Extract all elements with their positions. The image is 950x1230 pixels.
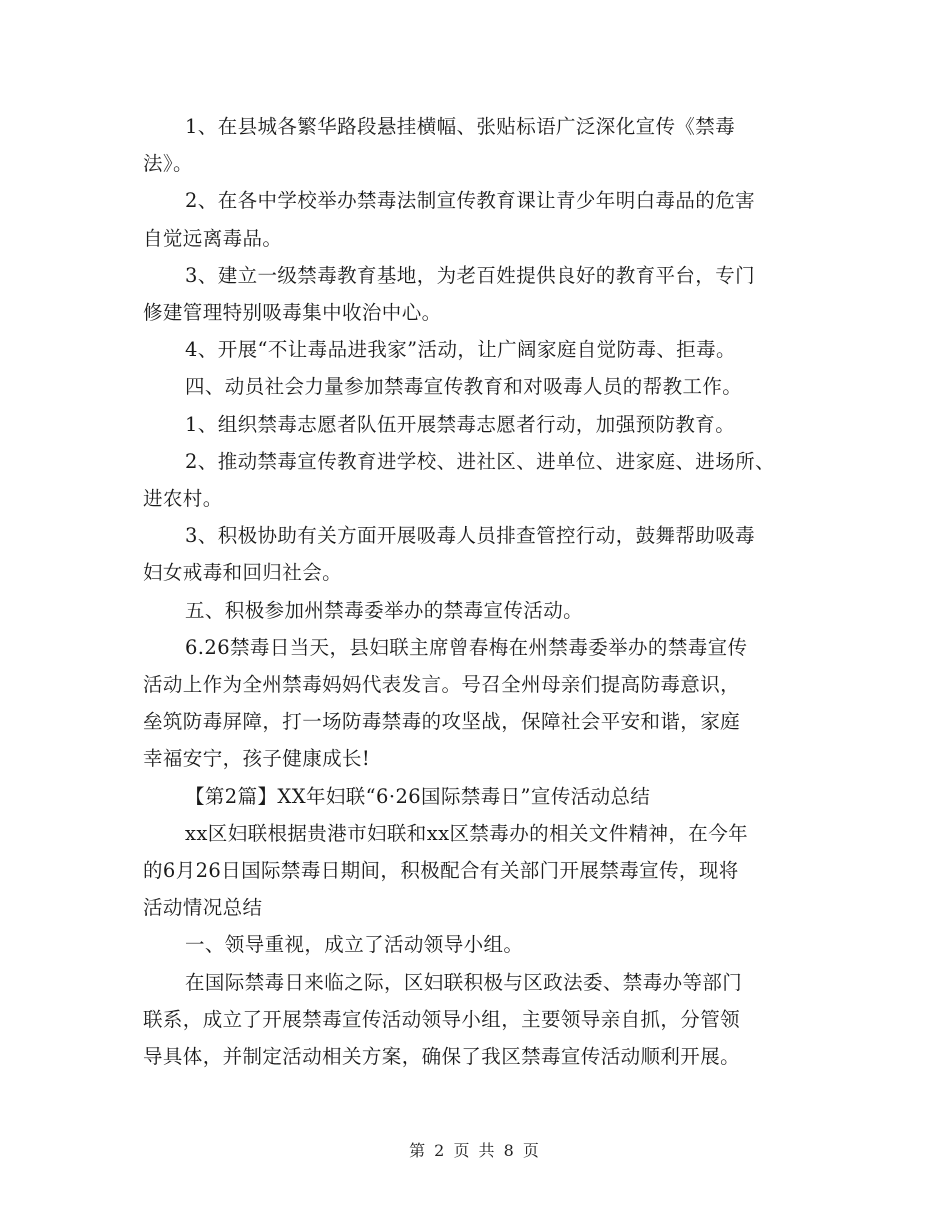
paragraph-line: 妇女戒毒和回归社会。 <box>143 561 343 585</box>
paragraph-p7 <box>143 443 808 517</box>
paragraph-line: 6.26禁毒日当天，县妇联主席曾春梅在州禁毒委举办的禁毒宣传 <box>185 635 748 659</box>
paragraph-line: 导具体，并制定活动相关方案，确保了我区禁毒宣传活动顺利开展。 <box>143 1045 741 1069</box>
paragraph-line: xx区妇联根据贵港市妇联和xx区禁毒办的相关文件精神，在今年 <box>185 821 748 845</box>
document-body <box>143 108 808 1075</box>
paragraph-p12 <box>143 815 808 927</box>
paragraph-line: 的6月26日国际禁毒日期间，积极配合有关部门开展禁毒宣传，现将 <box>143 859 739 883</box>
paragraph-line: 修建管理特别吸毒集中收治中心。 <box>143 301 442 325</box>
paragraph-line: 在国际禁毒日来临之际，区妇联积极与区政法委、禁毒办等部门 <box>185 970 743 994</box>
paragraph-p9 <box>143 592 808 629</box>
paragraph-p14 <box>143 964 808 1076</box>
paragraph-line: 【第2篇】XX年妇联“6·26国际禁毒日”宣传活动总结 <box>185 784 651 808</box>
paragraph-line: 活动上作为全州禁毒妈妈代表发言。号召全州母亲们提高防毒意识， <box>143 673 741 697</box>
paragraph-p11 <box>143 778 808 815</box>
paragraph-p1 <box>143 108 808 182</box>
paragraph-line: 法》。 <box>143 152 193 176</box>
paragraph-line: 联系，成立了开展禁毒宣传活动领导小组，主要领导亲自抓，分管领 <box>143 1007 741 1031</box>
page-footer: 第 2 页 共 8 页 <box>409 1141 541 1160</box>
paragraph-line: 2、在各中学校举办禁毒法制宣传教育课让青少年明白毒品的危害 <box>185 189 756 213</box>
paragraph-line: 4、开展“不让毒品进我家”活动，让广阔家庭自觉防毒、拒毒。 <box>185 338 736 362</box>
paragraph-p13 <box>143 926 808 963</box>
paragraph-line: 1、组织禁毒志愿者队伍开展禁毒志愿者行动，加强预防教育。 <box>185 412 736 436</box>
paragraph-line: 垒筑防毒屏障，打一场防毒禁毒的攻坚战，保障社会平安和谐，家庭 <box>143 710 741 734</box>
paragraph-line: 五、积极参加州禁毒委举办的禁毒宣传活动。 <box>185 598 584 622</box>
paragraph-line: 进农村。 <box>143 487 223 511</box>
paragraph-p3 <box>143 257 808 331</box>
paragraph-p4 <box>143 331 808 368</box>
paragraph-line: 一、领导重视，成立了活动领导小组。 <box>185 933 524 957</box>
paragraph-p8 <box>143 517 808 591</box>
paragraph-line: 1、在县城各繁华路段悬挂横幅、张贴标语广泛深化宣传《禁毒 <box>185 115 736 138</box>
paragraph-p10 <box>143 629 808 778</box>
paragraph-p6 <box>143 406 808 443</box>
paragraph-line: 2、推动禁毒宣传教育进学校、进社区、进单位、进家庭、进场所、 <box>185 449 775 473</box>
paragraph-line: 3、建立一级禁毒教育基地，为老百姓提供良好的教育平台，专门 <box>185 263 756 287</box>
paragraph-line: 四、动员社会力量参加禁毒宣传教育和对吸毒人员的帮教工作。 <box>185 375 743 399</box>
paragraph-line: 自觉远离毒品。 <box>143 226 283 250</box>
paragraph-line: 活动情况总结 <box>143 896 263 920</box>
paragraph-line: 3、积极协助有关方面开展吸毒人员排查管控行动，鼓舞帮助吸毒 <box>185 524 756 548</box>
paragraph-p5 <box>143 368 808 405</box>
paragraph-p2 <box>143 182 808 256</box>
paragraph-line: 幸福安宁，孩子健康成长! <box>143 747 371 771</box>
